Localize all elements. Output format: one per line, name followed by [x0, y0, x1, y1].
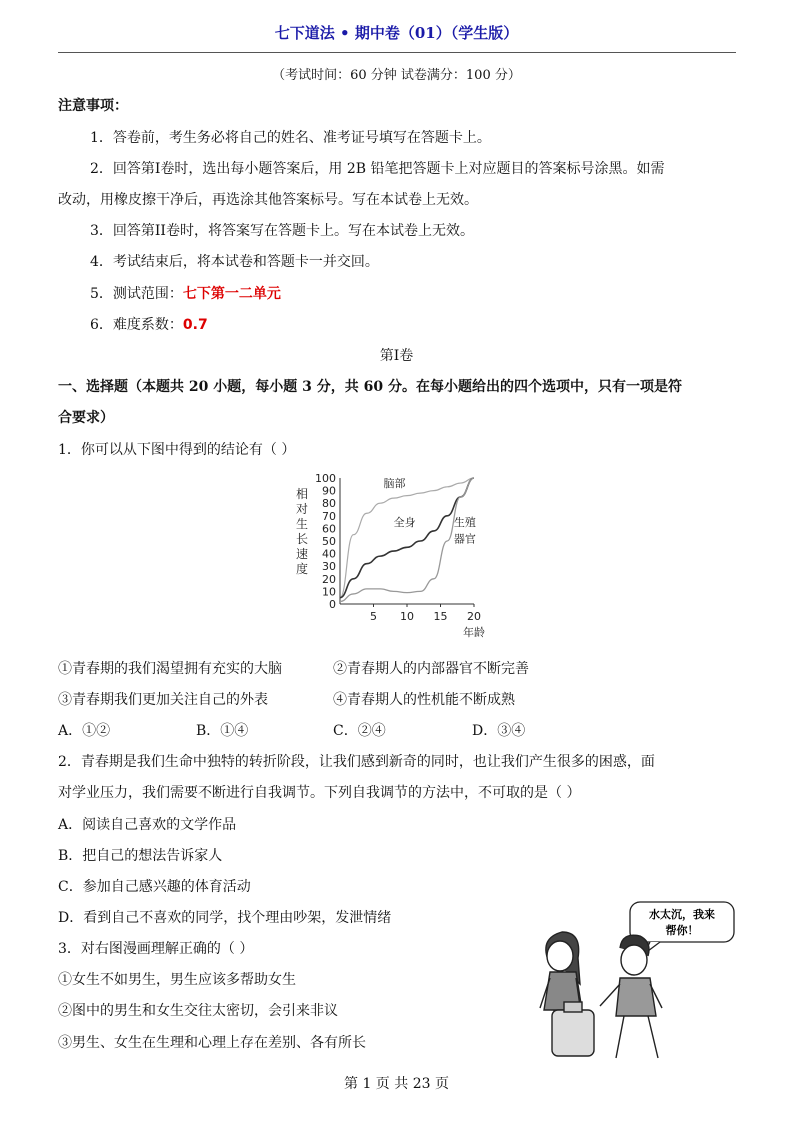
- y-tick-label: 50: [322, 535, 336, 548]
- growth-chart: [288, 468, 498, 646]
- exam-info: （考试时间：60 分钟 试卷满分：100 分）: [272, 68, 521, 83]
- x-tick-label: 15: [433, 610, 448, 623]
- x-tick-label: 5: [370, 610, 377, 623]
- q1-option-a: A．①②: [58, 723, 111, 739]
- q2-option-d: D．看到自己不喜欢的同学，找个理由吵架，发泄情绪: [58, 910, 392, 926]
- y-tick-label: 10: [322, 585, 336, 599]
- q1-statement-2: ②青春期人的内部器官不断完善: [333, 661, 529, 677]
- difficulty-value: 0.7: [182, 317, 208, 333]
- y-tick-label: 40: [322, 547, 336, 561]
- q1-statement-4: ④青春期人的性机能不断成熟: [333, 692, 515, 708]
- y-tick-label: 70: [322, 509, 336, 523]
- boy-figure: [600, 935, 662, 1058]
- q3-stem: 3．对右图漫画理解正确的（ ）: [58, 941, 254, 957]
- x-tick-label: 10: [400, 610, 414, 623]
- difficulty-label: 6．难度系数：: [90, 317, 183, 333]
- comic-illustration: [520, 898, 740, 1064]
- q1-stem: 1．你可以从下图中得到的结论有（ ）: [58, 442, 296, 458]
- section-desc-b: 合要求）: [58, 410, 114, 426]
- q2-option-b: B．把自己的想法告诉家人: [58, 848, 223, 864]
- document-title: 七下道法 • 期中卷（01）（学生版）: [274, 24, 519, 42]
- q1-statement-3: ③青春期我们更加关注自己的外表: [58, 692, 268, 708]
- y-tick-label: 90: [322, 484, 336, 498]
- q1-option-d: D．③④: [472, 723, 526, 739]
- y-axis-label-char: 对: [295, 502, 309, 516]
- notice-item-2b: 改动，用橡皮擦干净后，再选涂其他答案标号。写在本试卷上无效。: [58, 192, 478, 208]
- y-axis-label-char: 相: [295, 487, 309, 501]
- q2-option-c: C．参加自己感兴趣的体育活动: [58, 879, 251, 895]
- q2-stem-a: 2．青春期是我们生命中独特的转折阶段，让我们感到新奇的同时，也让我们产生很多的困惑，面: [58, 754, 655, 770]
- notice-heading: 注意事项：: [58, 98, 128, 114]
- q3-statement-1: ①女生不如男生，男生应该多帮助女生: [58, 972, 296, 988]
- q2-option-a: A．阅读自己喜欢的文学作品: [58, 817, 237, 833]
- notice-item-1: 1．答卷前，考生务必将自己的姓名、准考证号填写在答题卡上。: [90, 130, 491, 146]
- y-tick-label: 60: [322, 522, 336, 536]
- y-tick-label: 100: [315, 472, 336, 485]
- test-scope-value: 七下第一二单元: [182, 286, 281, 302]
- notice-item-2a: 2．回答第I卷时，选出每小题答案后，用 2B 铅笔把答题卡上对应题目的答案标号涂黑。如需: [90, 161, 665, 177]
- bubble-text-1: 水太沉，我来: [649, 908, 715, 921]
- y-tick-label: 0: [329, 598, 336, 611]
- section-title: 第I卷: [379, 348, 414, 364]
- notice-item-3: 3．回答第II卷时，将答案写在答题卡上。写在本试卷上无效。: [90, 223, 474, 239]
- label-repro-1: 生殖: [453, 515, 476, 529]
- q1-statement-1: ①青春期的我们渴望拥有充实的大脑: [58, 661, 282, 677]
- y-axis-label-char: 生: [295, 517, 309, 531]
- page-number: 第 1 页 共 23 页: [344, 1076, 449, 1092]
- q3-statement-2: ②图中的男生和女生交往太密切，会引来非议: [58, 1003, 338, 1019]
- label-repro-2: 器官: [453, 532, 476, 546]
- q2-stem-b: 对学业压力，我们需要不断进行自我调节。下列自我调节的方法中，不可取的是（ ）: [58, 785, 581, 801]
- q1-option-b: B．①④: [196, 723, 249, 739]
- y-axis-label-char: 长: [295, 532, 309, 546]
- q1-option-c: C．②④: [333, 723, 386, 739]
- notice-item-5: [90, 283, 281, 303]
- section-desc-a: 一、选择题（本题共 20 小题，每小题 3 分，共 60 分。在每小题给出的四个选项中，只有一项是符: [58, 379, 682, 395]
- q3-statement-3: ③男生、女生在生理和心理上存在差别、各有所长: [58, 1035, 366, 1051]
- notice-item-4: 4．考试结束后，将本试卷和答题卡一并交回。: [90, 254, 379, 270]
- y-axis-label-char: 速: [295, 547, 309, 561]
- y-tick-label: 80: [322, 497, 336, 511]
- y-axis-label-char: 度: [295, 562, 309, 576]
- notice-item-6: [90, 314, 208, 334]
- label-brain: 脑部: [383, 476, 406, 490]
- x-tick-label: 20: [467, 610, 481, 623]
- y-tick-label: 30: [322, 560, 336, 574]
- x-axis-label: 年龄: [463, 626, 485, 639]
- y-tick-label: 20: [322, 572, 336, 586]
- girl-figure: [540, 932, 594, 1056]
- test-scope-label: 5．测试范围：: [90, 286, 183, 302]
- bubble-text-2: 帮你！: [665, 924, 699, 937]
- label-body: 全身: [393, 515, 416, 529]
- header-divider: [58, 52, 736, 53]
